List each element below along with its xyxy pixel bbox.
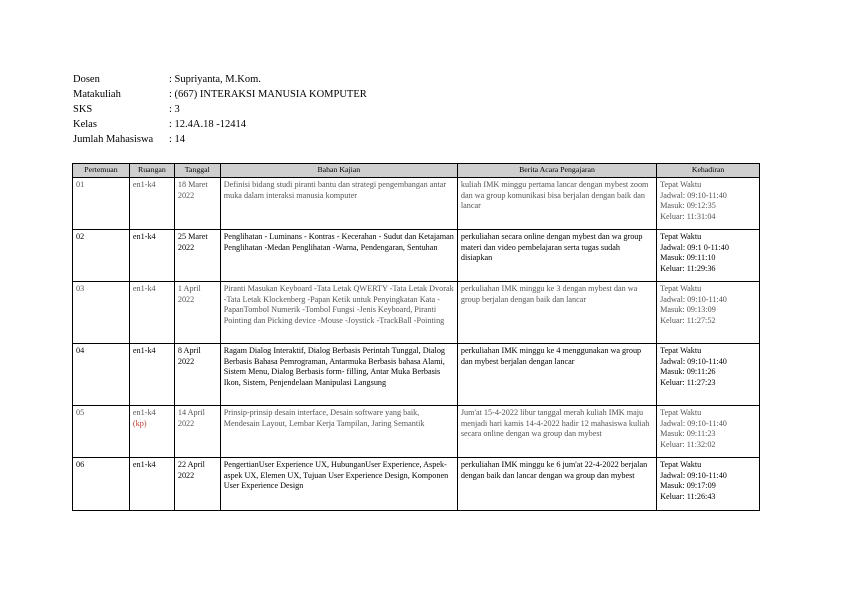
attendance-status: Tepat Waktu [660,346,702,355]
attendance-keluar: Keluar: 11:27:52 [660,315,716,325]
cell-pertemuan: 06 [73,458,130,510]
cell-pertemuan: 02 [73,230,130,282]
cell-ruangan [130,230,175,282]
cell-bahan-kajian: Piranti Masukan Keyboard -Tata Letak QWERTY -Tata Letak Dvorak -Tata Letak Klockenberg -Papan Ketik untuk Penyingkatan Kata -PapanTombol Numerik -Tombol Fungsi -Jenis Keyboard, Piranti Pointing dan Picking device -Mouse -Joystick -TrackBall -Pointing [221,282,458,344]
column-header-ruangan: Ruangan [130,164,175,178]
attendance-status: Tepat Waktu [660,408,702,417]
cell-ruangan [130,406,175,458]
column-header-berita-acara: Berita Acara Pengajaran [458,164,657,178]
attendance-status: Tepat Waktu [660,232,702,241]
cell-ruangan [130,344,175,406]
table-row [73,282,759,344]
sks-row [73,102,367,117]
kelas-label: Kelas [73,119,97,130]
cell-pertemuan: 05 [73,406,130,458]
attendance-jadwal: Jadwal: 09:1 0-11:40 [660,242,729,252]
attendance-masuk: Masuk: 09:11:23 [660,429,716,439]
cell-pertemuan: 03 [73,282,130,344]
attendance-keluar: Keluar: 11:29:36 [660,263,716,273]
attendance-masuk: Masuk: 09:17:09 [660,481,716,491]
cell-berita-acara: perkuliahan secara online dengan mybest dan wa group materi dan video pembelajaran serta tugas sudah disiapkan [458,230,657,282]
attendance-jadwal: Jadwal: 09:10-11:40 [660,418,727,428]
kelas-value: : 12.4A.18 -12414 [169,119,246,130]
attendance-jadwal: Jadwal: 09:10-11:40 [660,470,727,480]
cell-kehadiran [657,406,759,458]
matakuliah-label: Matakuliah [73,89,121,100]
attendance-jadwal: Jadwal: 09:10-11:40 [660,356,727,366]
table-row [73,458,759,510]
ruangan-text: en1-k4 [132,180,156,189]
cell-ruangan [130,282,175,344]
attendance-masuk: Masuk: 09:11:26 [660,367,716,377]
jumlah-row [73,132,367,147]
cell-tanggal: 1 April 2022 [175,282,221,344]
column-header-kehadiran: Kehadiran [657,164,759,178]
attendance-masuk: Masuk: 09:11:10 [660,253,716,263]
cell-tanggal: 25 Maret 2022 [175,230,221,282]
cell-tanggal: 18 Maret 2022 [175,178,221,230]
attendance-keluar: Keluar: 11:26:43 [660,491,716,501]
ruangan-text: en1-k4 [132,284,156,293]
cell-ruangan [130,178,175,230]
attendance-status: Tepat Waktu [660,180,702,189]
cell-tanggal: 8 April 2022 [175,344,221,406]
cell-berita-acara: perkuliahan IMK minggu ke 3 dengan mybest dan wa group berjalan dengan baik dan lancar [458,282,657,344]
ruangan-note: (kp) [132,418,147,428]
cell-berita-acara: Jum'at 15-4-2022 libur tanggal merah kuliah IMK maju menjadi hari kamis 14-4-2022 hadir 12 mahasiswa kuliah secara online dengan wa group dan mybest [458,406,657,458]
dosen-row [73,72,367,87]
attendance-keluar: Keluar: 11:31:04 [660,211,716,221]
column-header-tanggal: Tanggal [175,164,221,178]
table-row [73,406,759,458]
ruangan-text: en1-k4 [132,232,156,241]
matakuliah-row [73,87,367,102]
column-header-bahan-kajian: Bahan Kajian [221,164,458,178]
cell-kehadiran [657,282,759,344]
table-row [73,178,759,230]
sks-value: : 3 [169,104,180,115]
cell-bahan-kajian: Ragam Dialog Interaktif, Dialog Berbasis Perintah Tunggal, Dialog Berbasis Bahasa Pemrograman, Antarmuka Berbasis bahasa Alami, Sistem Menu, Dialog Berbasis form- filling, Antar Muka Berbasis Ikon, Sistem, Penjendelaan Manipulasi Langsung [221,344,458,406]
attendance-status: Tepat Waktu [660,460,702,469]
course-header [73,72,367,147]
column-header-pertemuan: Pertemuan [73,164,130,178]
ruangan-text: en1-k4 [132,408,156,417]
cell-bahan-kajian: Prinsip-prinsip desain interface, Desain software yang baik, Mendesain Layout, Lembar Kerja Tampilan, Jaring Semantik [221,406,458,458]
attendance-table [72,163,760,511]
ruangan-text: en1-k4 [132,346,156,355]
cell-tanggal: 22 April 2022 [175,458,221,510]
attendance-masuk: Masuk: 09:12:35 [660,201,716,211]
cell-kehadiran [657,230,759,282]
cell-pertemuan: 04 [73,344,130,406]
cell-kehadiran [657,178,759,230]
cell-tanggal: 14 April 2022 [175,406,221,458]
cell-berita-acara: perkuliahan IMK minggu ke 6 jum'at 22-4-2022 berjalan dengan baik dan lancar dengan wa group dan mybest [458,458,657,510]
attendance-masuk: Masuk: 09:13:09 [660,305,716,315]
sks-label: SKS [73,104,93,115]
cell-ruangan [130,458,175,510]
attendance-jadwal: Jadwal: 09:10-11:40 [660,190,727,200]
matakuliah-value: : (667) INTERAKSI MANUSIA KOMPUTER [169,89,367,100]
cell-bahan-kajian: PengertianUser Experience UX, HubunganUser Experience, Aspek-aspek UX, Elemen UX, Tujuan User Experience Design, Komponen User Experience Design [221,458,458,510]
attendance-keluar: Keluar: 11:32:02 [660,439,716,449]
dosen-value: : Supriyanta, M.Kom. [169,74,261,85]
cell-bahan-kajian: Definisi bidang studi piranti bantu dan strategi pengembangan antar muka dalam interaksi manusia komputer [221,178,458,230]
attendance-jadwal: Jadwal: 09:10-11:40 [660,294,727,304]
cell-kehadiran [657,344,759,406]
attendance-keluar: Keluar: 11:27:23 [660,377,716,387]
cell-bahan-kajian: Penglihatan - Luminans - Kontras - Kecerahan - Sudut dan Ketajaman Penglihatan -Medan Penglihatan -Warna, Pendengaran, Sentuhan [221,230,458,282]
table-row [73,344,759,406]
jumlah-label: Jumlah Mahasiswa [73,134,154,145]
table-header-row [73,164,759,178]
attendance-status: Tepat Waktu [660,284,702,293]
table-row [73,230,759,282]
cell-berita-acara: kuliah IMK minggu pertama lancar dengan mybest zoom dan wa group komunikasi bisa berjalan dengan baik dan lancar [458,178,657,230]
cell-pertemuan: 01 [73,178,130,230]
kelas-row [73,117,367,132]
jumlah-value: : 14 [169,134,186,145]
ruangan-text: en1-k4 [132,460,156,469]
cell-kehadiran [657,458,759,510]
cell-berita-acara: perkuliahan IMK minggu ke 4 menggunakan wa group dan mybest berjalan dengan lancar [458,344,657,406]
dosen-label: Dosen [73,74,100,85]
